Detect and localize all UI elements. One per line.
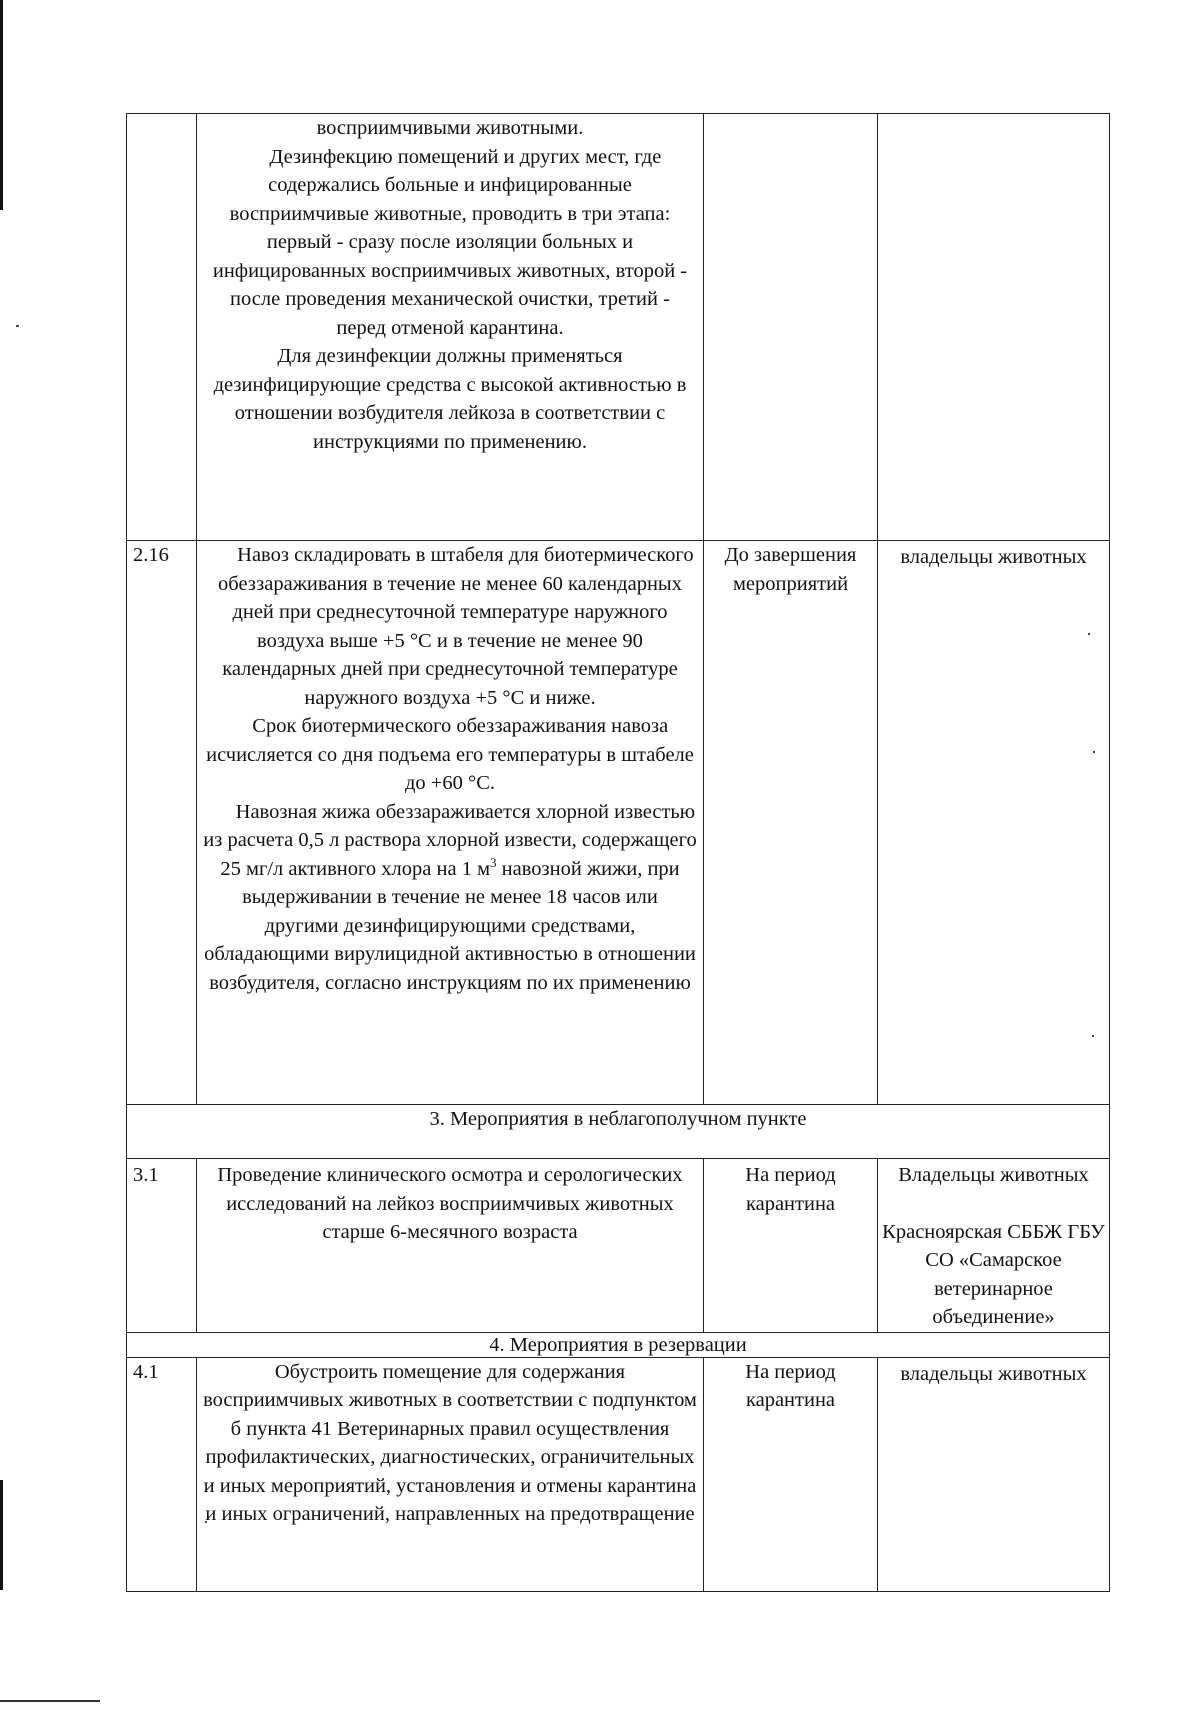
- measure-responsible: [878, 114, 1110, 541]
- measure-description: [197, 114, 704, 541]
- measure-term: На период карантина: [704, 1159, 878, 1333]
- measure-responsible: владельцы животных: [878, 541, 1110, 1105]
- table-row: [127, 1357, 1110, 1591]
- scan-edge-mark: [0, 0, 3, 210]
- description-paragraph: восприимчивыми животными.: [316, 117, 584, 139]
- scan-speck: [16, 325, 19, 327]
- description-text: навозной жижи, при выдерживании в течение не менее 18 часов или другими дезинфицирующими средствами, обладающими вирулицидной активностью в отношении возбудителя, согласно инструкциям по их применению: [204, 857, 702, 994]
- measure-description: Обустроить помещение для содержания восприимчивых животных в соответствии с подпунктом б пункта 41 Ветеринарных правил осуществления профилактических, диагностических, ограничительных и иных мероприятий, установления и отмены карантина и иных ограничений, направленных на предотвращение: [197, 1357, 704, 1591]
- measure-description: Проведение клинического осмотра и серологических исследований на лейкоз восприимчивых животных старше 6-месячного возраста: [197, 1159, 704, 1333]
- table-row: [127, 1159, 1110, 1333]
- responsible-line: Красноярская СББЖ ГБУ СО «Самарское ветеринарное объединение»: [882, 1220, 1110, 1328]
- measures-table: [126, 113, 1110, 1592]
- section-row: [127, 1105, 1110, 1159]
- measure-description: [197, 541, 704, 1105]
- table-row: [127, 114, 1110, 541]
- description-paragraph: Для дезинфекции должны применяться дезинфицирующие средства с высокой активностью в отношении возбудителя лейкоза в соответствии с инструкциями по применению.: [213, 345, 692, 453]
- section-heading: 3. Мероприятия в неблагополучном пункте: [127, 1105, 1110, 1159]
- scan-edge-mark: [0, 1480, 3, 1590]
- section-row: [127, 1332, 1110, 1357]
- scan-edge-mark: [0, 1700, 100, 1702]
- row-number: 3.1: [127, 1159, 197, 1333]
- superscript: 3: [490, 854, 497, 870]
- row-number: 2.16: [127, 541, 197, 1105]
- description-paragraph: [203, 798, 702, 998]
- section-heading: 4. Мероприятия в резервации: [127, 1332, 1110, 1357]
- row-number: [127, 114, 197, 541]
- measure-term: [704, 114, 878, 541]
- table-row: [127, 541, 1110, 1105]
- description-paragraph: Срок биотермического обеззараживания навоза исчисляется со дня подъема его температуры в штабеле до +60 °С.: [206, 715, 700, 794]
- measure-responsible: владельцы животных: [878, 1357, 1110, 1591]
- responsible-line: Владельцы животных: [898, 1164, 1089, 1186]
- description-paragraph: Дезинфекцию помещений и других мест, где содержались больные и инфицированные восприимчивые животные, проводить в три этапа: первый - сразу после изоляции больных и инфицированных восприимчивых животных, второй - после проведения механической очистки, третий - перед отменой карантина.: [212, 145, 693, 339]
- description-text: Навозная жижа обеззараживается хлорной известью из расчета 0,5 л раствора хлорной извести, содержащего 25 мг/л активного хлора на 1 м: [203, 800, 702, 880]
- measure-term: До завершения мероприятий: [704, 541, 878, 1105]
- row-number: 4.1: [127, 1357, 197, 1591]
- measure-term: На период карантина: [704, 1357, 878, 1591]
- description-paragraph: Навоз складировать в штабеля для биотермического обеззараживания в течение не менее 60 календарных дней при среднесуточной температуре наружного воздуха выше +5 °С и в течение не менее 90 календарных дней при среднесуточной температуре наружного воздуха +5 °С и ниже.: [206, 544, 699, 709]
- measure-responsible: [878, 1159, 1110, 1333]
